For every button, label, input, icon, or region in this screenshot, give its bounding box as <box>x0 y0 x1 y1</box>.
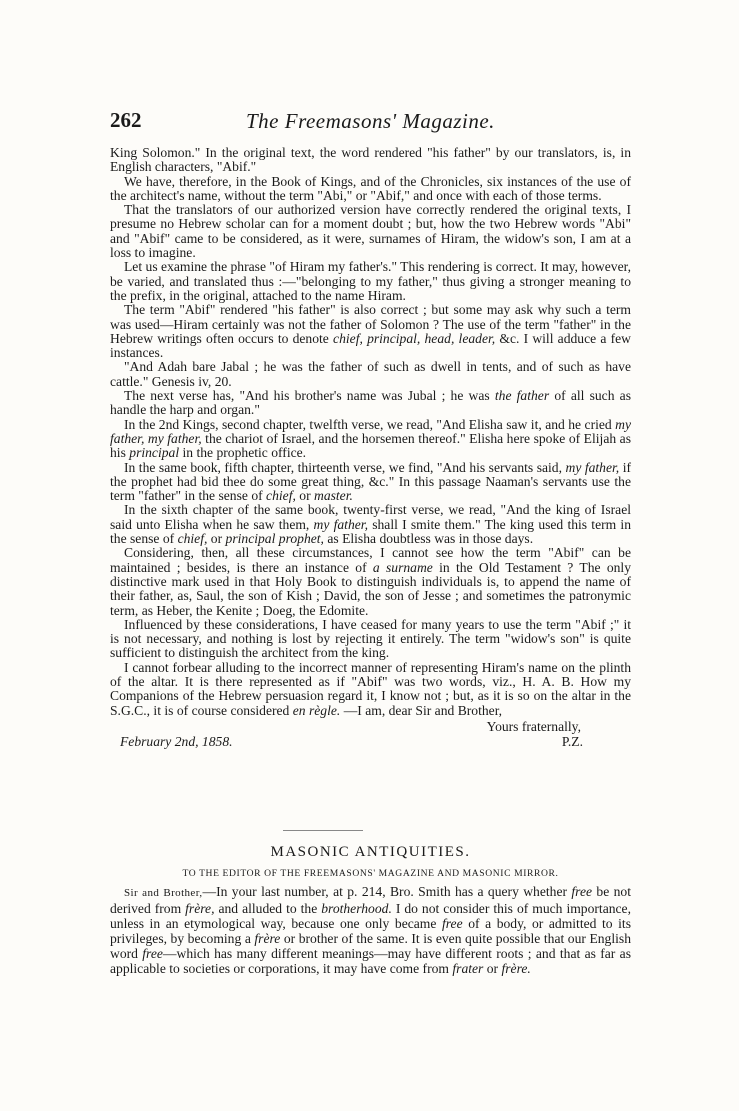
section-divider <box>283 830 363 831</box>
paragraph: The next verse has, "And his brother's name was Jubal ; he was the father of all such as handle the harp and organ." <box>110 388 631 418</box>
paragraph: That the translators of our authorized version have correctly rendered the original texts, I presume no Hebrew scholar can for a moment doubt ; but, how the two Hebrew words "Abi" and "Abif" came to be considered, as it were, surnames of Hiram, the widow's son, I am at a loss to imagine. <box>110 202 631 261</box>
paragraph: King Solomon." In the original text, the word rendered "his father" by our translators, is, in English characters, "Abif." <box>110 145 631 175</box>
article-body <box>110 145 631 749</box>
paragraph: In the 2nd Kings, second chapter, twelfth verse, we read, "And Elisha saw it, and he cried my father, my father, the chariot of Israel, and the horsemen thereof." Elisha here spoke of Elijah as his principal in the prophetic office. <box>110 416 631 461</box>
paragraph: Considering, then, all these circumstances, I cannot see how the term "Abif" can be maintained ; besides, is there an instance of a surname in the Old Testament ? The only distinctive mark used in that Holy Book to distinguish individuals is, to append the name of their father, as, Saul, the son of Kish ; David, the son of Jesse ; and sometimes the patronymic term, as Heber, the Kenite ; Doeg, the Edomite. <box>110 545 631 618</box>
paragraph: Sir and Brother,—In your last number, at p. 214, Bro. Smith has a query whether free be not derived from frère, and alluded to the brotherhood. I do not consider this of much importance, unless in an etymological way, because one only became free of a body, or admitted to its privileges, by becoming a frère or brother of the same. It is even quite possible that our English word free—which has many different meanings—may have different roots ; and that as far as applicable to societies or corporations, it may have come from frater or frère. <box>110 884 631 977</box>
signature-date: February 2nd, 1858. <box>120 733 233 749</box>
paragraph: In the sixth chapter of the same book, twenty-first verse, we read, "And the king of Israel said unto Elisha when he saw them, my father, shall I smite them." The king used this term in the sense of chief, or principal prophet, as Elisha doubtless was in those days. <box>110 502 631 547</box>
section-title: MASONIC ANTIQUITIES. <box>270 844 471 860</box>
salutation: Sir and Brother, <box>124 887 203 899</box>
signature-block <box>110 718 631 749</box>
paragraph: Influenced by these considerations, I have ceased for many years to use the term "Abif ;" it is not necessary, and nothing is lost by rejecting it entirely. The term "widow's son" is quite sufficient to distinguish the architect from the king. <box>110 616 631 661</box>
letter-body <box>110 884 631 977</box>
running-title: The Freemasons' Magazine. <box>246 109 495 133</box>
signature-closing: Yours fraternally, <box>486 718 581 734</box>
paragraph: Let us examine the phrase "of Hiram my father's." This rendering is correct. It may, however, be varied, and translated thus :—"belonging to my father," thus giving a stronger meaning to the prefix, in the original, attached to the name Hiram. <box>110 259 631 303</box>
letter-address: TO THE EDITOR OF THE FREEMASONS' MAGAZINE AND MASONIC MIRROR. <box>182 868 559 879</box>
page-header <box>110 108 630 138</box>
paragraph: "And Adah bare Jabal ; he was the father of such as dwell in tents, and of such as have cattle." Genesis iv, 20. <box>110 359 631 389</box>
paragraph: We have, therefore, in the Book of Kings, and of the Chronicles, six instances of the use of the architect's name, without the term "Abi," or "Abif," and once with each of those terms. <box>110 173 631 203</box>
paragraph: I cannot forbear alluding to the incorrect manner of representing Hiram's name on the plinth of the altar. It is there represented as if "Abif" was two words, viz., H. A. B. How my Companions of the Hebrew persuasion regard it, I know not ; but, as it is so on the altar in the S.G.C., it is of course considered en règle. —I am, dear Sir and Brother, <box>110 659 631 718</box>
page-number: 262 <box>110 108 142 132</box>
signature-initials: P.Z. <box>561 733 583 749</box>
paragraph: In the same book, fifth chapter, thirteenth verse, we find, "And his servants said, my father, if the prophet had bid thee do some great thing, &c." In this passage Naaman's servants use the term "father" in the sense of chief, or master. <box>110 459 631 504</box>
paragraph: The term "Abif" rendered "his father" is also correct ; but some may ask why such a term was used—Hiram certainly was not the father of Solomon ? The use of the term "father" in the Hebrew writings often occurs to denote chief, principal, head, leader, &c. I will adduce a few instances. <box>110 302 631 361</box>
